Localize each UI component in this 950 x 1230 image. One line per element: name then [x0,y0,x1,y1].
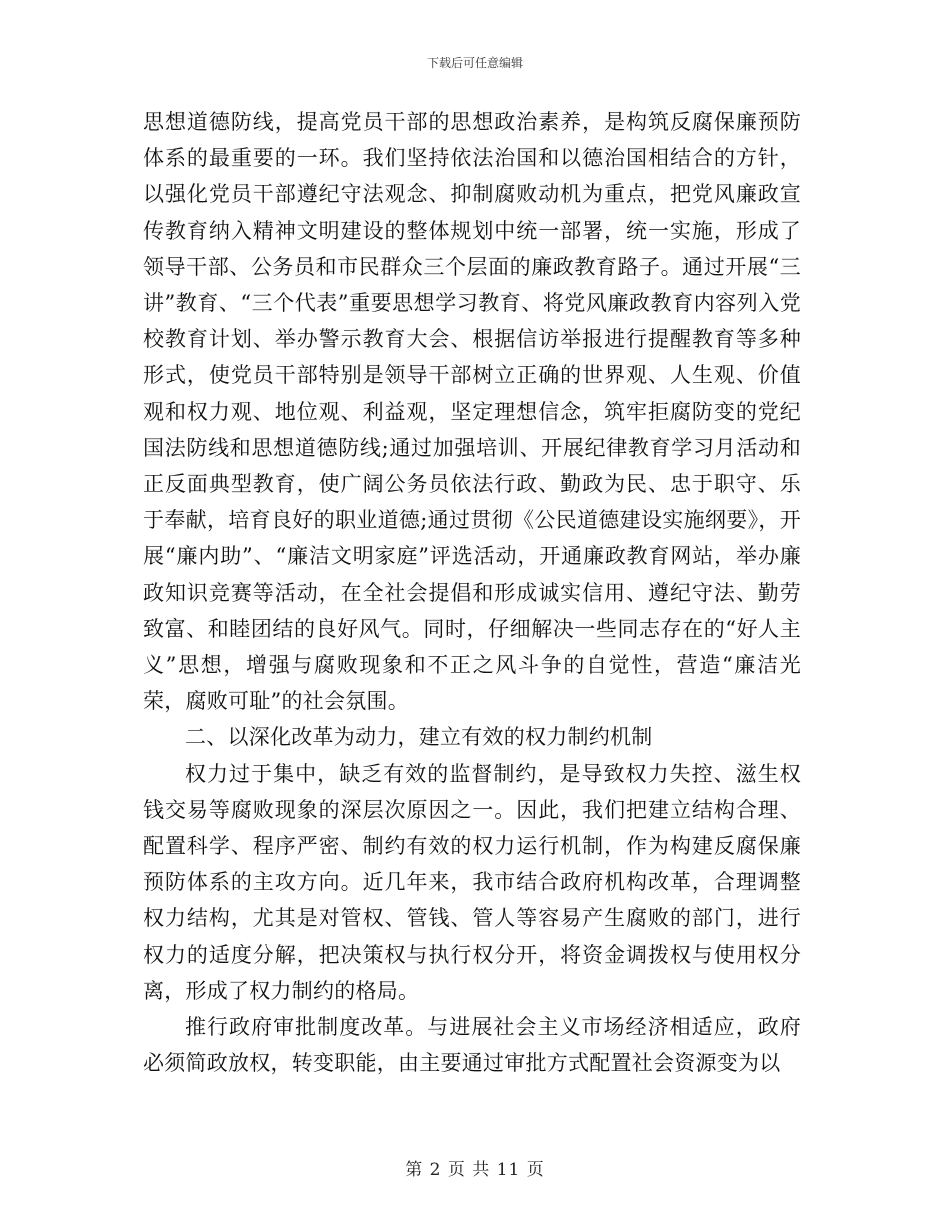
page-header: 下载后可任意编辑 [426,56,523,70]
paragraph-moral-education: 思想道德防线，提高党员干部的思想政治素养，是构筑反腐保廉预防体系的最重要的一环。我们坚持依法治国和以德治国相结合的方针，以强化党员干部遵纪守法观念、抑制腐败动机为重点，把党风廉政宣传教育纳入精神文明建设的整体规划中统一部署，统一实施，形成了领导干部、公务员和市民群众三个层面的廉政教育路子。通过开展“三讲”教育、“三个代表”重要思想学习教育、将党风廉政教育内容列入党校教育计划、举办警示教育大会、根据信访举报进行提醒教育等多种形式，使党员干部特别是领导干部树立正确的世界观、人生观、价值观和权力观、地位观、利益观，坚定理想信念，筑牢拒腐防变的党纪国法防线和思想道德防线;通过加强培训、开展纪律教育学习月活动和正反面典型教育，使广阔公务员依法行政、勤政为民、忠于职守、乐于奉献，培育良好的职业道德;通过贯彻《公民道德建设实施纲要》，开展“廉内助”、“廉洁文明家庭”评选活动，开通廉政教育网站，举办廉政知识竞赛等活动，在全社会提倡和形成诚实信用、遵纪守法、勤劳致富、和睦团结的良好风气。同时，仔细解决一些同志存在的“好人主义”思想，增强与腐败现象和不正之风斗争的自觉性，营造“廉洁光荣，腐败可耻”的社会氛围。 [143,110,801,714]
document-body [143,104,801,1081]
section-heading-power-restriction: 二、以深化改革为动力，建立有效的权力制约机制 [185,725,653,750]
paragraph-power-structure: 权力过于集中，缺乏有效的监督制约，是导致权力失控、滋生权钱交易等腐败现象的深层次原因之一。因此，我们把建立结构合理、配置科学、程序严密、制约有效的权力运行机制，作为构建反腐保廉预防体系的主攻方向。近几年来，我市结合政府机构改革，合理调整权力结构，尤其是对管权、管钱、管人等容易产生腐败的部门，进行权力的适度分解，把决策权与执行权分开，将资金调拨权与使用权分离，形成了权力制约的格局。 [143,761,801,1003]
page-footer: 第 2 页 共 11 页 [405,1160,545,1180]
paragraph-approval-reform: 推行政府审批制度改革。与进展社会主义市场经济相适应，政府必须简政放权，转变职能，由主要通过审批方式配置社会资源变为以 [143,1015,801,1076]
